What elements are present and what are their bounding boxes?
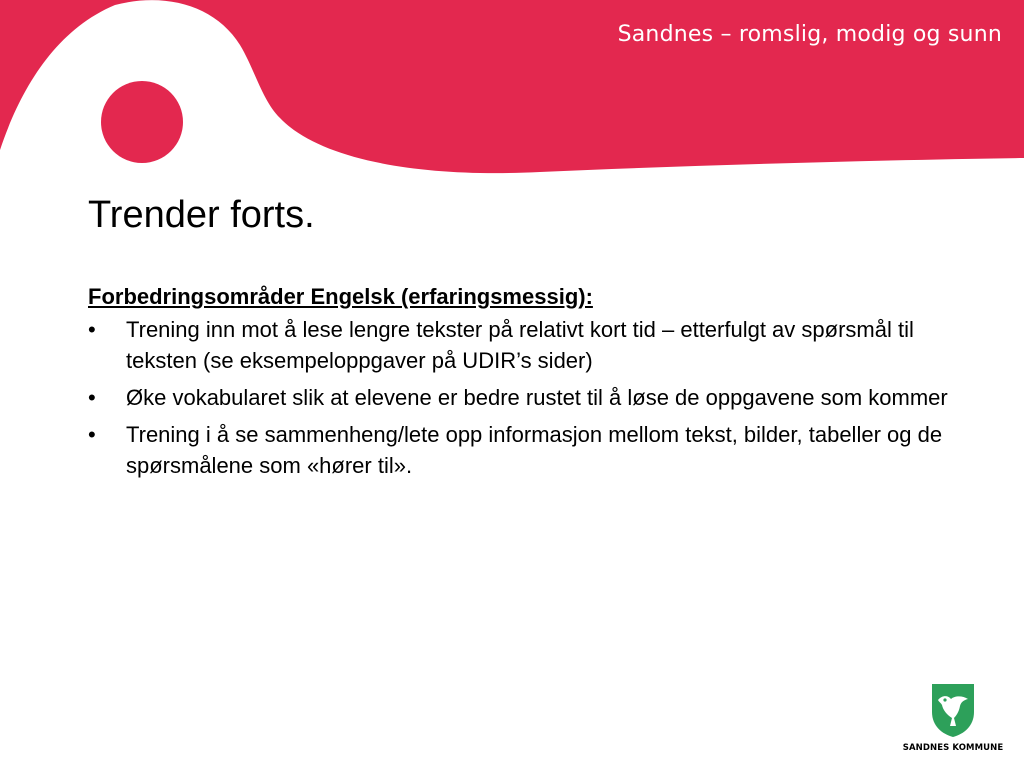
bullet-list (88, 314, 948, 481)
header-dot (101, 81, 183, 163)
bullet-item (88, 314, 948, 376)
bullet-item (88, 419, 948, 481)
bullet-marker: • (88, 317, 96, 342)
section-subheading: Forbedringsområder Engelsk (erfaringsmessig): (88, 284, 593, 309)
bullet-text: Trening i å se sammenheng/lete opp informasjon mellom tekst, bilder, tabeller og de spørsmålene som «hører til». (126, 422, 943, 478)
bullet-marker: • (88, 422, 96, 447)
slide-body (88, 281, 948, 487)
municipal-coat-of-arms-icon (930, 682, 976, 738)
bullet-text: Trening inn mot å lese lengre tekster på relativt kort tid – etterfulgt av spørsmål til teksten (se eksempeloppgaver på UDIR’s sider) (126, 317, 914, 373)
municipality-name: SANDNES KOMMUNE (902, 743, 1004, 753)
municipality-logo (894, 682, 1012, 762)
bullet-text: Øke vokabularet slik at elevene er bedre rustet til å løse de oppgavene som kommer (126, 385, 948, 410)
bullet-marker: • (88, 385, 96, 410)
slide-title: Trender forts. (88, 194, 315, 236)
bullet-item (88, 382, 948, 413)
header-tagline: Sandnes – romslig, modig og sunn (617, 22, 1002, 47)
